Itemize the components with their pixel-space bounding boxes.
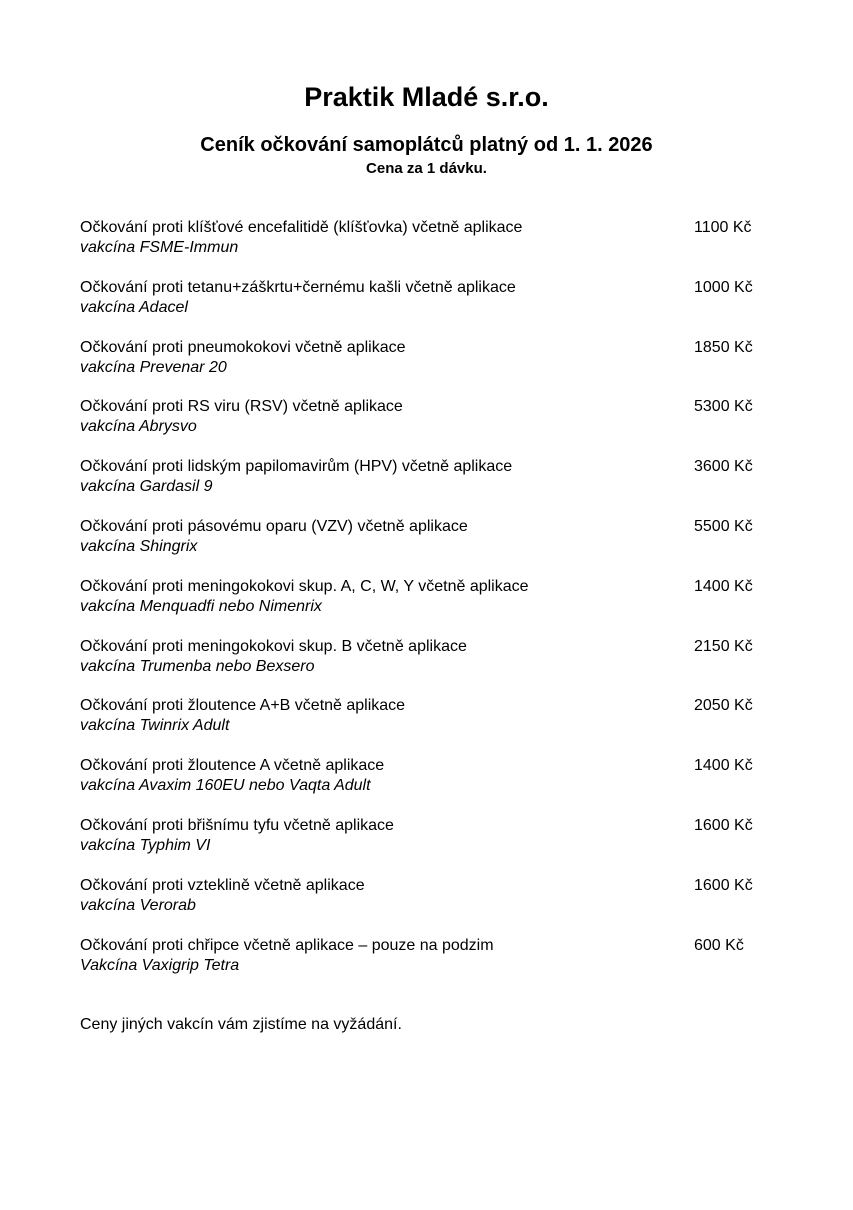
dose-note: Cena za 1 dávku. (366, 160, 487, 177)
vaccination-name: Očkování proti pneumokokovi včetně aplikace (80, 338, 406, 356)
vaccination-price: 600 Kč (694, 936, 744, 954)
vaccination-price: 1000 Kč (694, 278, 753, 296)
price-list-subtitle: Ceník očkování samoplátců platný od 1. 1. 2026 (200, 134, 653, 156)
vaccination-price: 1400 Kč (694, 577, 753, 595)
vaccine-name: Vakcína Vaxigrip Tetra (80, 956, 240, 974)
page-title: Praktik Mladé s.r.o. (304, 82, 549, 112)
price-list-item (80, 456, 780, 516)
vaccination-price: 2050 Kč (694, 697, 753, 715)
vaccination-name: Očkování proti lidským papilomavirům (HPV) včetně aplikace (80, 458, 513, 476)
price-list-item (80, 815, 780, 875)
price-list-item (80, 217, 780, 277)
vaccine-name: vakcína Verorab (80, 896, 196, 914)
vaccination-price: 5300 Kč (694, 398, 753, 416)
footer-note: Ceny jiných vakcín vám zjistíme na vyžádání. (80, 1016, 402, 1033)
vaccine-name: vakcína FSME-Immun (80, 239, 239, 256)
price-list-item (80, 636, 780, 696)
price-list-item (80, 516, 780, 576)
vaccination-price: 1600 Kč (694, 876, 753, 894)
price-list-item (80, 277, 780, 337)
vaccination-name: Očkování proti pásovému oparu (VZV) včetně aplikace (80, 517, 468, 535)
vaccination-name: Očkování proti klíšťové encefalitidě (klíšťovka) včetně aplikace (80, 219, 523, 236)
vaccination-price: 5500 Kč (694, 517, 753, 535)
vaccination-name: Očkování proti meningokokovi skup. B včetně aplikace (80, 637, 467, 655)
vaccination-name: Očkování proti žloutence A+B včetně aplikace (80, 697, 406, 715)
vaccination-name: Očkování proti žloutence A včetně aplikace (80, 757, 385, 775)
price-list-item (80, 695, 780, 755)
vaccination-name: Očkování proti chřipce včetně aplikace – pouze na podzim (80, 936, 494, 954)
vaccine-name: vakcína Twinrix Adult (80, 717, 230, 735)
vaccine-name: vakcína Trumenba nebo Bexsero (80, 657, 315, 675)
vaccine-name: vakcína Adacel (80, 298, 188, 316)
price-list-item (80, 755, 780, 815)
vaccine-name: vakcína Shingrix (80, 537, 198, 555)
vaccination-price: 2150 Kč (694, 637, 753, 655)
vaccination-price: 1850 Kč (694, 338, 753, 356)
vaccination-name: Očkování proti břišnímu tyfu včetně aplikace (80, 816, 394, 834)
price-list (80, 217, 780, 994)
vaccination-price: 1600 Kč (694, 816, 753, 834)
vaccination-name: Očkování proti meningokokovi skup. A, C, W, Y včetně aplikace (80, 577, 529, 595)
price-list-item (80, 576, 780, 636)
vaccination-price: 1100 Kč (694, 219, 752, 236)
vaccine-name: vakcína Prevenar 20 (80, 358, 227, 376)
price-list-item (80, 337, 780, 397)
price-list-item (80, 875, 780, 935)
price-list-item (80, 396, 780, 456)
price-list-item (80, 935, 780, 995)
vaccination-price: 3600 Kč (694, 458, 753, 476)
vaccine-name: vakcína Avaxim 160EU nebo Vaqta Adult (80, 777, 371, 795)
vaccination-name: Očkování proti vzteklině včetně aplikace (80, 876, 365, 894)
vaccine-name: vakcína Gardasil 9 (80, 478, 213, 496)
vaccine-name: vakcína Abrysvo (80, 418, 197, 436)
vaccination-name: Očkování proti tetanu+záškrtu+černému kašli včetně aplikace (80, 278, 516, 296)
vaccination-price: 1400 Kč (694, 757, 753, 775)
vaccination-name: Očkování proti RS viru (RSV) včetně aplikace (80, 398, 403, 416)
vaccine-name: vakcína Typhim VI (80, 836, 211, 854)
vaccine-name: vakcína Menquadfi nebo Nimenrix (80, 597, 322, 615)
